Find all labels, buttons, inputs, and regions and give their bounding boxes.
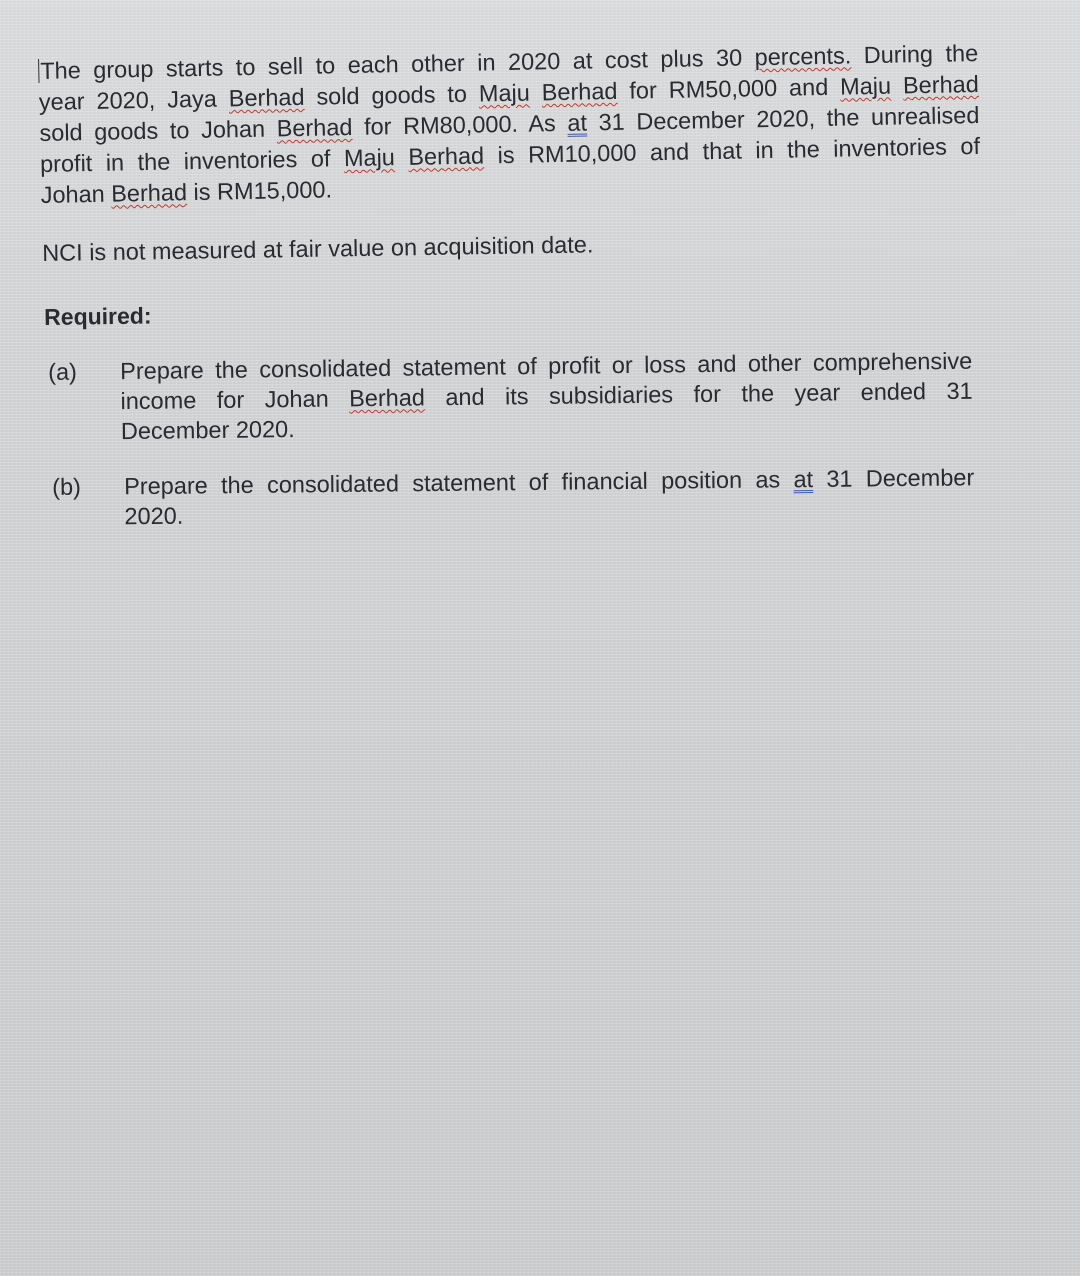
required-item-a [48, 346, 978, 445]
intro-paragraph [38, 38, 981, 211]
intro-line-5: Johan Berhad is RM15,000. [40, 176, 333, 208]
item-a-body [120, 346, 973, 446]
spellcheck-flag[interactable]: Berhad [110, 179, 188, 207]
intro-line-4: profit in the inventories of Maju Berhad is RM10,000 and that in the inventories of [39, 132, 981, 177]
item-b-line-2: 2020. [124, 502, 184, 530]
spellcheck-flag[interactable]: Berhad [541, 77, 618, 106]
item-b-body [124, 462, 975, 531]
grammar-flag[interactable]: at [567, 109, 588, 136]
item-a-line-3: December 2020. [120, 415, 295, 445]
spellcheck-flag[interactable]: percents. [754, 42, 852, 71]
item-a-label: (a) [48, 358, 78, 385]
spellcheck-flag[interactable]: Berhad [276, 113, 353, 142]
spellcheck-flag[interactable]: Maju [478, 79, 531, 107]
spellcheck-flag[interactable]: Maju [343, 144, 396, 172]
intro-line-1-text: The group starts to sell to each other in 2020 at cost plus 30 percents. During the [40, 39, 979, 84]
intro-line-2: year 2020, Jaya Berhad sold goods to Maju Berhad for RM50,000 and Maju Berhad [38, 70, 979, 115]
nci-note: NCI is not measured at fair value on acquisition date. [42, 231, 594, 266]
spellcheck-flag[interactable]: Berhad [408, 142, 485, 170]
grammar-flag[interactable]: at [793, 466, 814, 493]
item-b-label: (b) [52, 473, 82, 500]
item-b-line-1: Prepare the consolidated statement of financial position as at 31 December [124, 464, 975, 500]
spellcheck-flag[interactable]: Berhad [228, 83, 305, 112]
intro-line-3: sold goods to Johan Berhad for RM80,000. As at 31 December 2020, the unrealised [39, 101, 980, 146]
spellcheck-flag[interactable]: Maju [839, 72, 892, 100]
item-a-line-2: income for Johan Berhad and its subsidiaries for the year ended 31 [120, 377, 973, 415]
required-heading: Required: [44, 302, 152, 330]
spellcheck-flag[interactable]: Berhad [348, 384, 426, 412]
item-a-line-1: Prepare the consolidated statement of profit or loss and other comprehensive [120, 347, 973, 385]
spellcheck-flag[interactable]: Berhad [902, 70, 979, 99]
required-item-b [52, 462, 982, 530]
